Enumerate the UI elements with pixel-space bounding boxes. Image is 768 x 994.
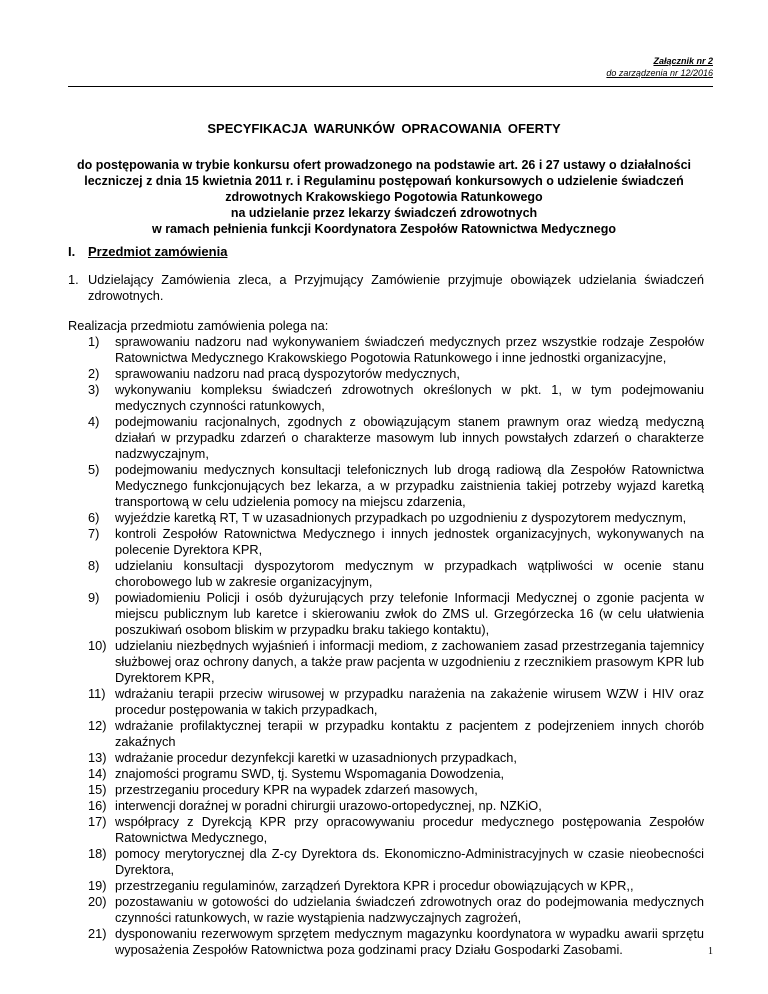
item-number: 2) (88, 366, 100, 381)
item-number: 19) (88, 878, 107, 893)
subtitle-line: na udzielanie przez lekarzy świadczeń zdrowotnych (230, 206, 538, 220)
item-text: podejmowaniu medycznych konsultacji telefonicznych lub drogą radiową dla Zespołów Ratownictwa Medycznego funkcjonujących bez lekarza, a w przypadku zaistnienia takiej potrzeby wyjazd karetką transportową w celu udzielenia pomocy na miejscu zdarzenia, (115, 462, 704, 509)
annex-label: Załącznik nr 2 (653, 56, 713, 66)
section-heading (68, 244, 227, 259)
annex-header (606, 55, 713, 79)
paragraph-text: Udzielający Zamówienia zleca, a Przyjmujący Zamówienie przyjmuje obowiązek udzielania świadczeń zdrowotnych. (88, 272, 704, 303)
item-text: pomocy merytorycznej dla Z-cy Dyrektora ds. Ekonomiczno-Administracyjnych w czasie nieobecności Dyrektora, (115, 846, 704, 877)
item-number: 16) (88, 798, 107, 813)
intro-text: Realizacja przedmiotu zamówienia polega na: (68, 318, 329, 333)
item-text: kontroli Zespołów Ratownictwa Medycznego i innych jednostek organizacyjnych, wykonywanych na polecenie Dyrektora KPR, (115, 526, 704, 557)
list-item (88, 366, 704, 382)
item-text: podejmowaniu racjonalnych, zgodnych z obowiązującym stanem prawnym oraz wiedzą medyczną działań w przypadku zdarzeń o charakterze masowym lub innych powstałych zdarzeń o charakterze nadzwyczajnym, (115, 414, 704, 461)
item-text: wdrażaniu terapii przeciw wirusowej w przypadku narażenia na zakażenie wirusem WZW i HIV oraz procedur postępowania w takich przypadkach, (115, 686, 704, 717)
item-text: powiadomieniu Policji i osób dyżurujących przy telefonie Informacji Medycznej o zgonie pacjenta w miejscu publicznym lub karetce i skierowaniu zwłok do ZMS ul. Grzegórzecka 16 (w celu ułatwienia poszukiwań osobom bliskim w przypadku braku takiego kontaktu), (115, 590, 704, 637)
list-item (88, 638, 704, 686)
list-item (88, 846, 704, 878)
item-number: 5) (88, 462, 100, 477)
page-number: 1 (708, 946, 713, 957)
subtitle-line: leczniczej z dnia 15 kwietnia 2011 r. i Regulaminu postępowań konkursowych o udzielenie świadczeń (84, 174, 684, 188)
list-item (88, 558, 704, 590)
item-number: 3) (88, 382, 100, 397)
paragraph-1 (68, 272, 704, 304)
list-item (88, 814, 704, 846)
item-number: 12) (88, 718, 107, 733)
item-text: sprawowaniu nadzoru nad pracą dyspozytorów medycznych, (115, 366, 460, 381)
list-item (88, 718, 704, 750)
list-item (88, 766, 704, 782)
list-item (88, 414, 704, 462)
item-number: 17) (88, 814, 107, 829)
item-text: wdrażanie profilaktycznej terapii w przypadku kontaktu z pacjentem z podejrzeniem innych chorób zakaźnych (115, 718, 704, 749)
item-text: przestrzeganiu procedury KPR na wypadek zdarzeń masowych, (115, 782, 478, 797)
section-title: Przedmiot zamówienia (88, 244, 228, 259)
item-text: znajomości programu SWD, tj. Systemu Wspomagania Dowodzenia, (115, 766, 505, 781)
item-number: 14) (88, 766, 107, 781)
item-number: 18) (88, 846, 107, 861)
list-item (88, 526, 704, 558)
item-number: 20) (88, 894, 107, 909)
list-item (88, 894, 704, 926)
item-text: udzielaniu konsultacji dyspozytorom medycznym w przypadkach wątpliwości w ocenie stanu chorobowego lub w zakresie organizacyjnym, (115, 558, 704, 589)
header-divider (68, 86, 713, 87)
item-number: 8) (88, 558, 100, 573)
item-text: interwencji doraźnej w poradni chirurgii urazowo-ortopedycznej, np. NZKiO, (115, 798, 542, 813)
ordinance-label: do zarządzenia nr 12/2016 (606, 68, 713, 78)
list-item (88, 798, 704, 814)
item-number: 4) (88, 414, 100, 429)
item-text: pozostawaniu w gotowości do udzielania świadczeń zdrowotnych oraz do podejmowania medycznych czynności ratunkowych, w razie wystąpienia nadzwyczajnych zagrożeń, (115, 894, 704, 925)
item-number: 11) (88, 686, 106, 701)
item-number: 9) (88, 590, 100, 605)
item-text: dysponowaniu rezerwowym sprzętem medycznym magazynku koordynatora w wypadku awarii sprzętu wyposażenia Zespołów Ratownictwa poza godzinami pracy Działu Gospodarki Zasobami. (115, 926, 704, 957)
item-text: wyjeździe karetką RT, T w uzasadnionych przypadkach po uzgodnieniu z dyspozytorem medycznym, (115, 510, 687, 525)
subtitle-line: w ramach pełnienia funkcji Koordynatora Zespołów Ratownictwa Medycznego (152, 222, 616, 236)
subtitle-line: zdrowotnych Krakowskiego Pogotowia Ratunkowego (225, 190, 543, 204)
paragraph-number: 1. (68, 272, 79, 287)
list-item (88, 686, 704, 718)
item-number: 6) (88, 510, 100, 525)
list-item (88, 782, 704, 798)
item-number: 15) (88, 782, 107, 797)
subtitle-line: do postępowania w trybie konkursu ofert prowadzonego na podstawie art. 26 i 27 ustawy o działalności (76, 158, 691, 172)
list-item (88, 878, 704, 894)
list-item (88, 926, 704, 958)
item-text: współpracy z Dyrekcją KPR przy opracowywaniu procedur medycznego postępowania Zespołów Ratownictwa Medycznego, (115, 814, 704, 845)
duties-list (88, 334, 704, 958)
list-item (88, 510, 704, 526)
item-text: przestrzeganiu regulaminów, zarządzeń Dyrektora KPR i procedur obowiązujących w KPR,, (115, 878, 634, 893)
item-number: 7) (88, 526, 100, 541)
document-subtitle (55, 157, 713, 237)
list-item (88, 334, 704, 366)
item-text: udzielaniu niezbędnych wyjaśnień i informacji mediom, z zachowaniem zasad przestrzegania tajemnicy służbowej oraz ochrony danych, a także praw pacjenta w uzgodnieniu z rzecznikiem prasowym KPR lub Dyrektorem KPR, (115, 638, 704, 685)
item-text: wdrażanie procedur dezynfekcji karetki w uzasadnionych przypadkach, (115, 750, 517, 765)
section-number: I. (68, 244, 76, 259)
document-title: SPECYFIKACJA WARUNKÓW OPRACOWANIA OFERTY (207, 121, 561, 136)
item-text: sprawowaniu nadzoru nad wykonywaniem świadczeń medycznych przez wszystkie rodzaje Zespołów Ratownictwa Medycznego Krakowskiego Pogotowia Ratunkowego i inne jednostki organizacyjne, (115, 334, 704, 365)
item-number: 10) (88, 638, 107, 653)
item-number: 1) (88, 334, 100, 349)
list-item (88, 590, 704, 638)
list-item (88, 750, 704, 766)
list-item (88, 462, 704, 510)
item-text: wykonywaniu kompleksu świadczeń zdrowotnych określonych w pkt. 1, w tym podejmowaniu medycznych czynności ratunkowych, (115, 382, 704, 413)
item-number: 13) (88, 750, 107, 765)
item-number: 21) (88, 926, 107, 941)
list-item (88, 382, 704, 414)
